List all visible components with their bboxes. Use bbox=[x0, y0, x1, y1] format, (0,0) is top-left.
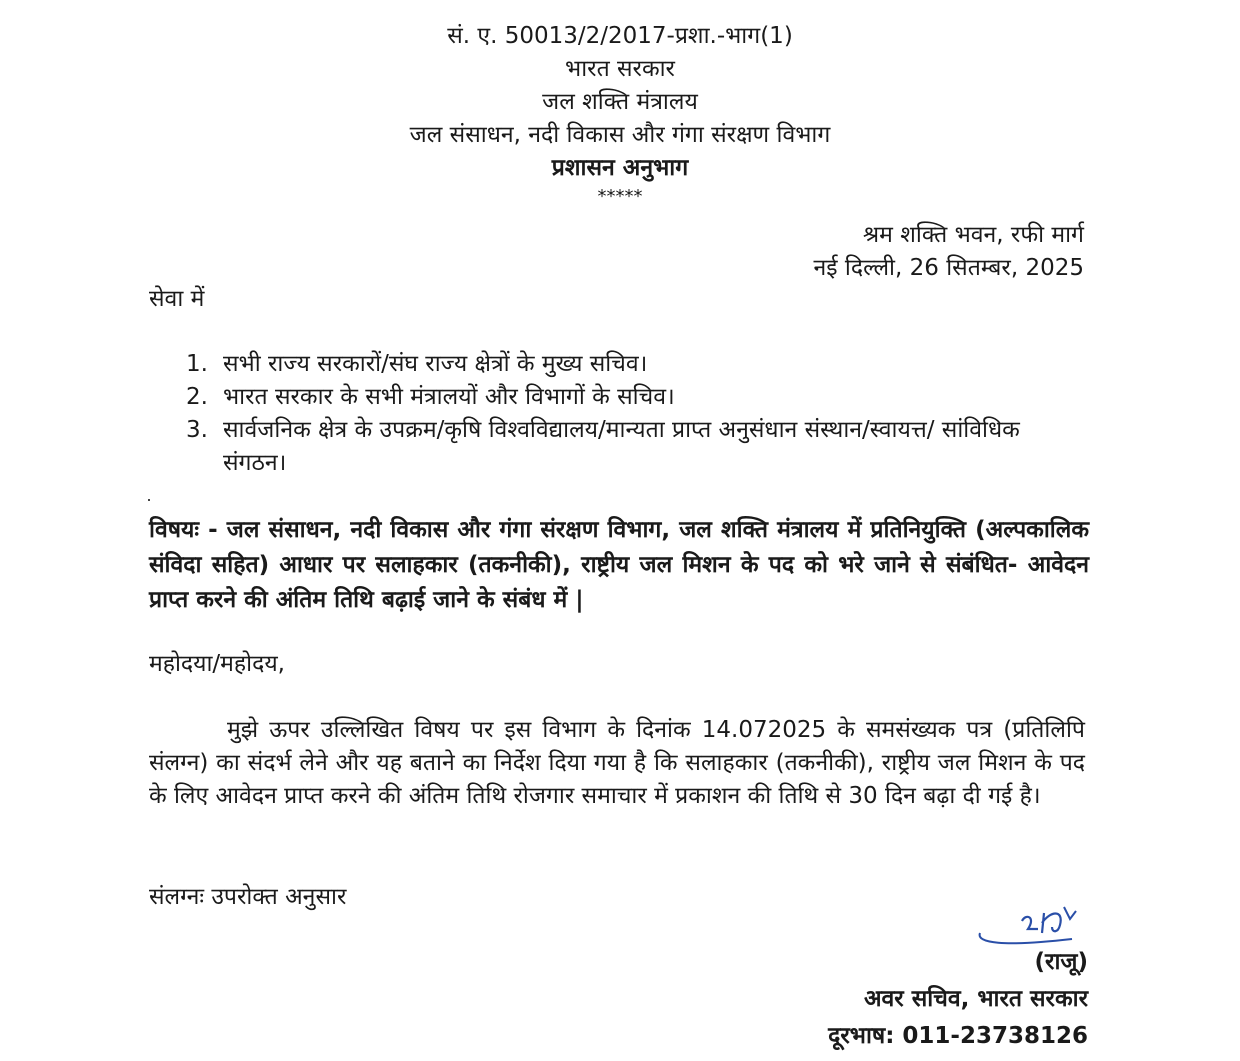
subject-line: विषयः - जल संसाधन, नदी विकास और गंगा संरक्षण विभाग, जल शक्ति मंत्रालय में प्रतिनियुक्ति (अल्पकालिक संविदा सहित) आधार पर सलाहकार (तकनीकी), राष्ट्रीय जल मिशन के पद को भरे जाने से संबंधित- आवेदन प्राप्त करने की अंतिम तिथि बढ़ाई जाने के संबंध में | bbox=[149, 517, 1089, 613]
signature-block bbox=[828, 944, 1088, 1055]
scan-speck bbox=[148, 499, 150, 501]
to-label: सेवा में bbox=[149, 286, 205, 312]
letter-header bbox=[0, 20, 1240, 207]
recipient-item bbox=[186, 414, 1066, 480]
recipient-list bbox=[186, 348, 1066, 480]
body-paragraph: मुझे ऊपर उल्लिखित विषय पर इस विभाग के दिनांक 14.072025 के समसंख्यक पत्र (प्रतिलिपि संलग्न) का संदर्भ लेने और यह बताने का निर्देश दिया गया है कि सलाहकार (तकनीकी), राष्ट्रीय जल मिशन के पद के लिए आवेदन प्राप्त करने की अंतिम तिथि रोजगार समाचार में प्रकाशन की तिथि से 30 दिन बढ़ा दी गई है। bbox=[149, 717, 1085, 809]
recipient-text: सार्वजनिक क्षेत्र के उपक्रम/कृषि विश्वविद्यालय/मान्यता प्राप्त अनुसंधान संस्थान/स्वायत्त/ सांविधिक संगठन। bbox=[223, 417, 1020, 476]
recipient-text: भारत सरकार के सभी मंत्रालयों और विभागों के सचिव। bbox=[223, 384, 675, 410]
signatory-phone: दूरभाष: 011-23738126 bbox=[828, 1023, 1088, 1049]
recipient-number: 3. bbox=[186, 417, 208, 443]
enclosure-note: संलग्नः उपरोक्त अनुसार bbox=[149, 884, 347, 910]
date-line: नई दिल्ली, 26 सितम्बर, 2025 bbox=[813, 255, 1084, 281]
signatory-name: (राजू) bbox=[1034, 949, 1088, 975]
department-name: जल संसाधन, नदी विकास और गंगा संरक्षण विभाग bbox=[409, 122, 831, 148]
recipient-item bbox=[186, 381, 1066, 414]
signatory-designation: अवर सचिव, भारत सरकार bbox=[863, 986, 1088, 1012]
file-number: सं. ए. 50013/2/2017-प्रशा.-भाग(1) bbox=[447, 23, 793, 49]
sender-address bbox=[814, 219, 1084, 285]
recipient-number: 1. bbox=[186, 351, 208, 377]
recipient-number: 2. bbox=[186, 384, 208, 410]
government-name: भारत सरकार bbox=[565, 56, 675, 82]
salutation: महोदया/महोदय, bbox=[149, 651, 285, 677]
recipient-item bbox=[186, 348, 1066, 381]
header-separator: ***** bbox=[597, 186, 643, 207]
address-line: श्रम शक्ति भवन, रफी मार्ग bbox=[862, 222, 1084, 248]
recipient-text: सभी राज्य सरकारों/संघ राज्य क्षेत्रों के मुख्य सचिव। bbox=[223, 351, 648, 377]
section-name: प्रशासन अनुभाग bbox=[551, 155, 689, 181]
ministry-name: जल शक्ति मंत्रालय bbox=[542, 89, 698, 115]
